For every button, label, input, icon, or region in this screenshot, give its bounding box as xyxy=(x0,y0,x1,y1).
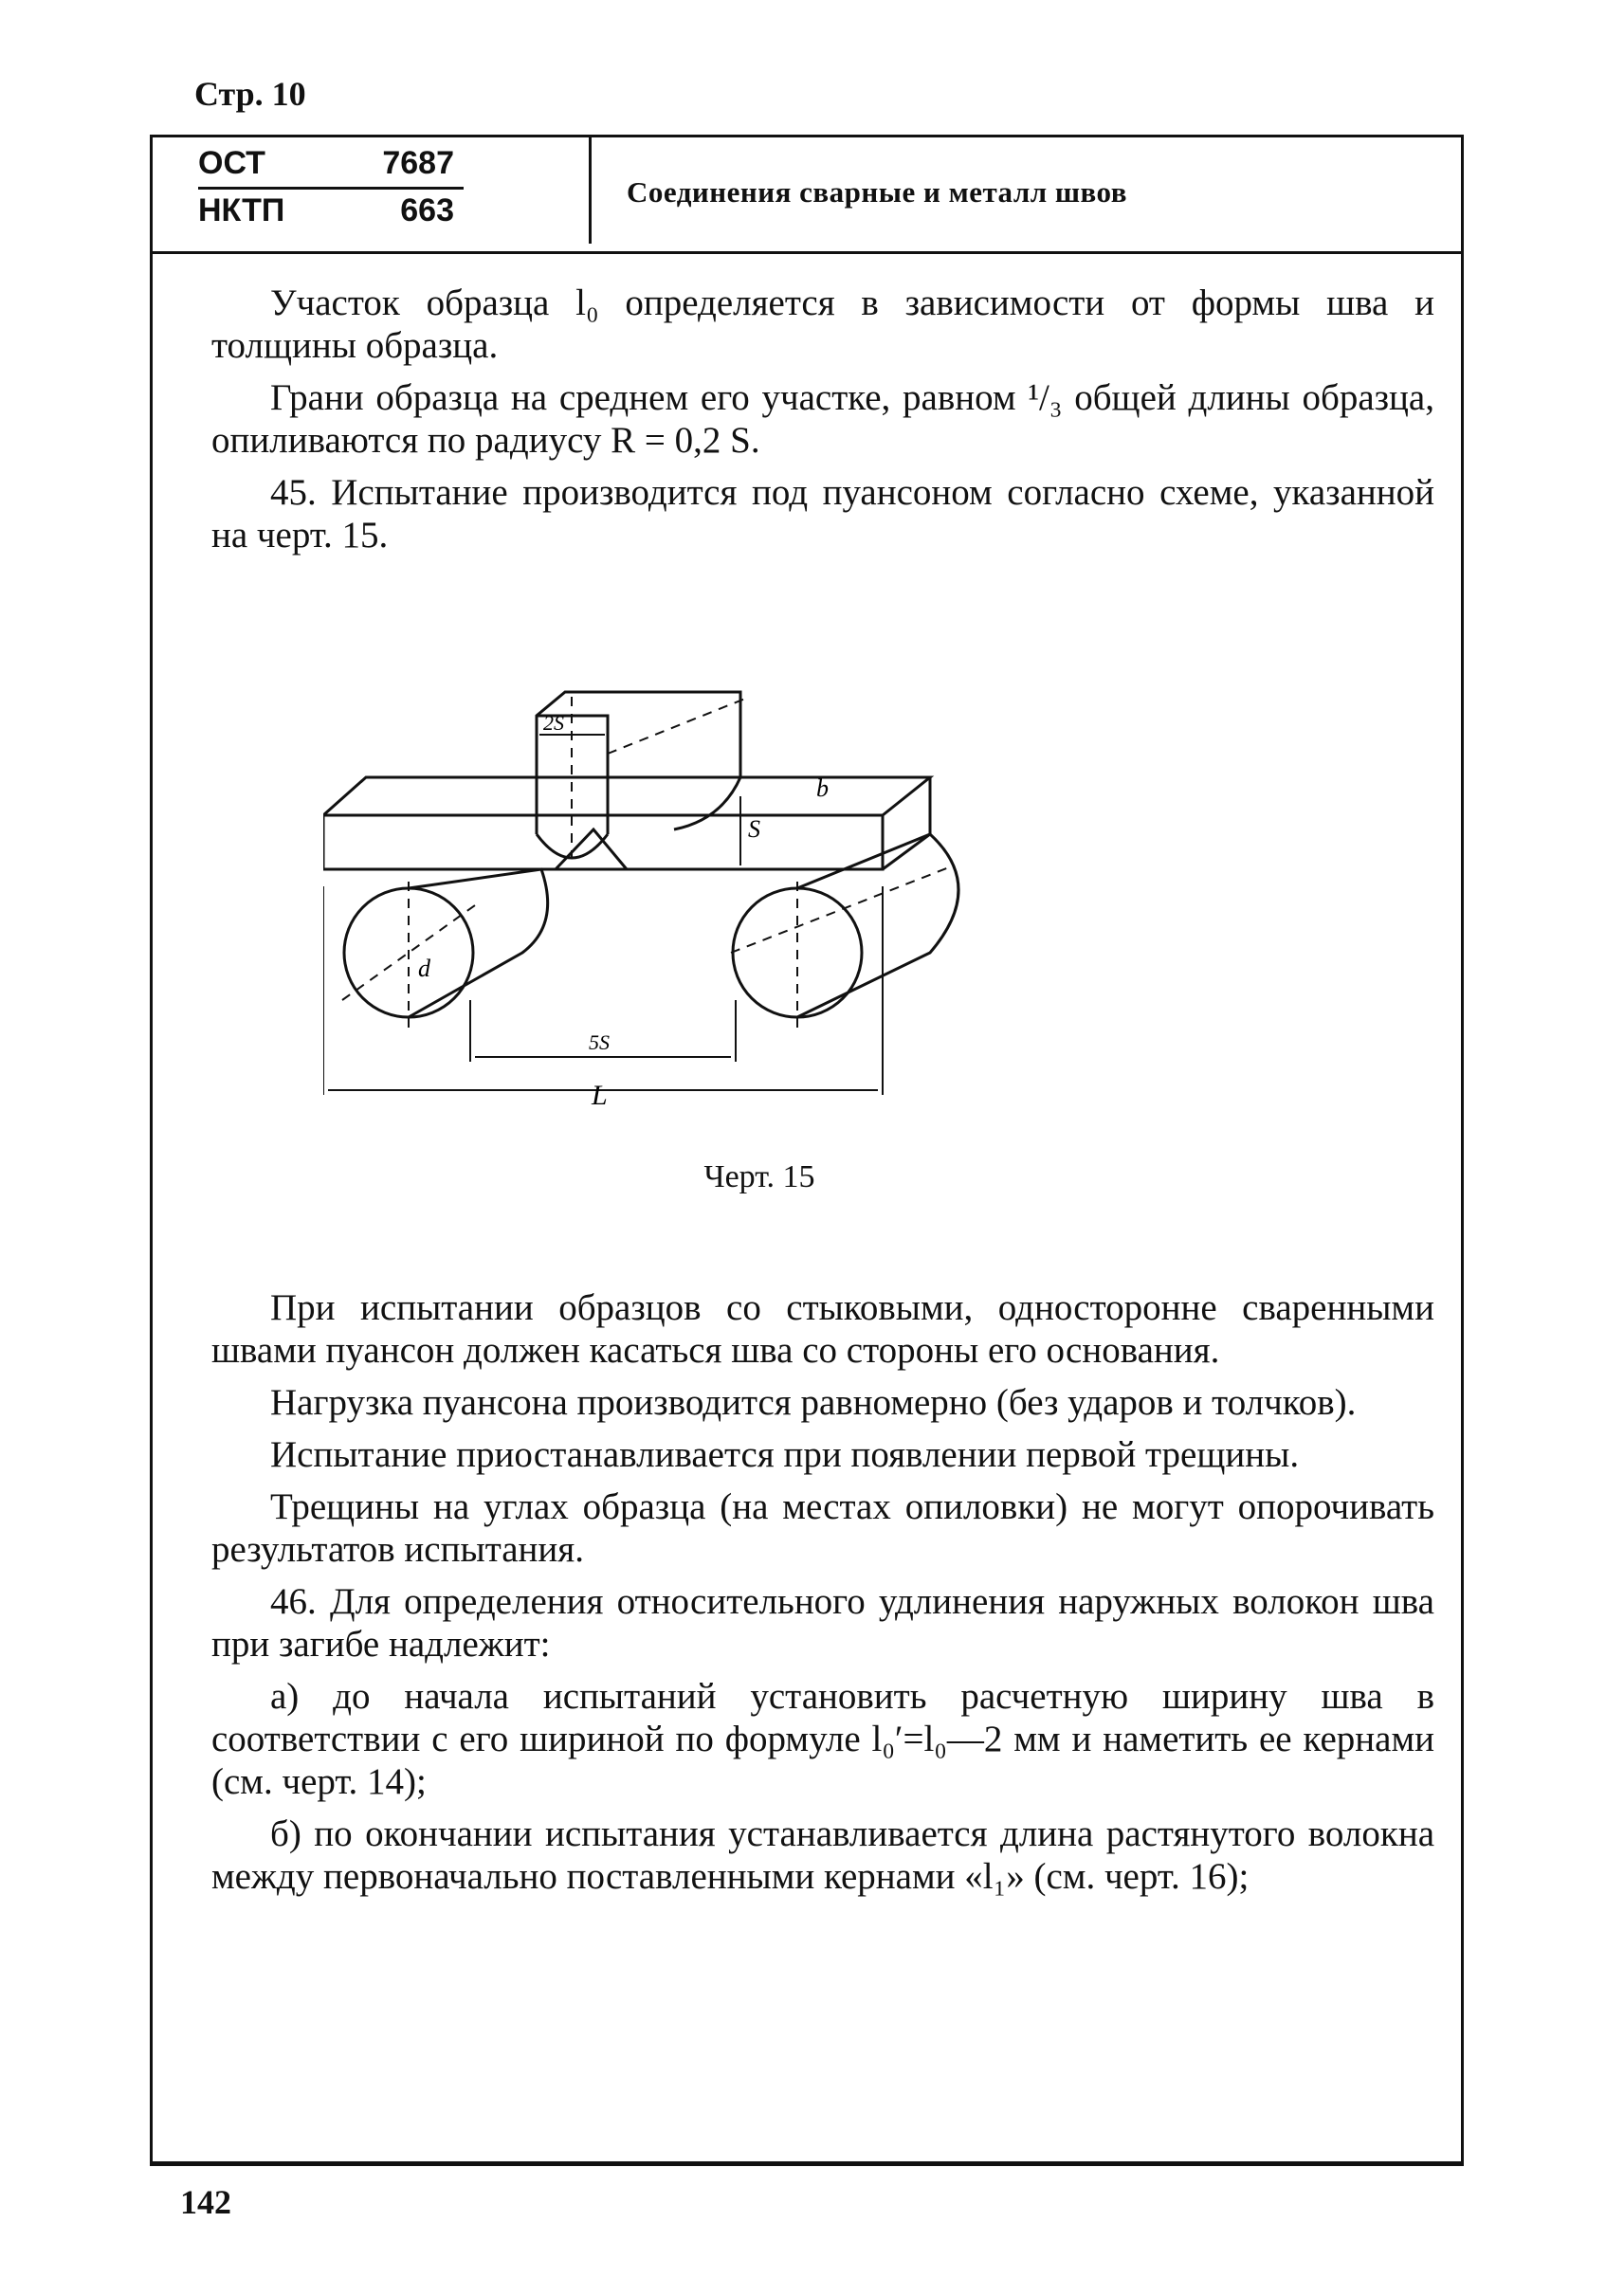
bottom-rule xyxy=(150,2161,1464,2166)
page-number: 142 xyxy=(180,2183,231,2221)
specimen-top-face xyxy=(323,777,930,815)
label-l: L xyxy=(592,1080,608,1111)
standard-code-box xyxy=(181,137,592,244)
document-header xyxy=(153,137,1461,254)
code-top-number: 7687 xyxy=(382,145,454,181)
standard-code-top xyxy=(198,145,454,182)
paragraph: 46. Для определения относительного удлинения наружных волокон шва при загибе надлежит: xyxy=(211,1581,1434,1665)
paragraph: Трещины на углах образца (на местах опиловки) не могут опорочивать результатов испытания. xyxy=(211,1486,1434,1570)
standard-code-bottom xyxy=(198,192,454,229)
paragraph: а) до начала испытаний установить расчетную ширину шва в соответствии с его шириной по формуле l₀′=l₀—2 мм и наметить ее кернами (см. черт. 14); xyxy=(211,1676,1434,1802)
paragraph: Нагрузка пуансона производится равномерно (без ударов и толчков). xyxy=(270,1382,1357,1423)
header-title: Соединения сварные и металл швов xyxy=(627,175,1128,209)
paragraph: Испытание приостанавливается при появлении первой трещины. xyxy=(270,1434,1300,1475)
paragraph: Грани образца на среднем его участке, равном ¹/₃ общей длины образца, опиливаются по радиусу R = 0,2 S. xyxy=(211,377,1434,461)
text-block-top xyxy=(211,282,1434,566)
figure-caption: Черт. 15 xyxy=(703,1159,815,1194)
text-block-bottom xyxy=(211,1286,1434,1907)
page-frame xyxy=(150,135,1464,2163)
code-top-label: ОСТ xyxy=(198,145,265,181)
page-label: Стр. 10 xyxy=(194,75,306,113)
label-s: S xyxy=(748,815,760,843)
punch-axis xyxy=(608,697,750,754)
paragraph: Участок образца l₀ определяется в зависимости от формы шва и толщины образца. xyxy=(211,282,1434,366)
paragraph: б) по окончании испытания устанавливается длина растянутого волокна между первоначально поставленными кернами «l₁» (см. черт. 16); xyxy=(211,1813,1434,1897)
code-bottom-label: НКТП xyxy=(198,192,285,228)
label-d: d xyxy=(418,955,430,982)
paragraph: 45. Испытание производится под пуансоном согласно схеме, указанной на черт. 15. xyxy=(211,472,1434,556)
right-roller-axis xyxy=(731,867,949,953)
right-roller-body xyxy=(797,834,958,1017)
code-fraction-line xyxy=(198,187,464,190)
paragraph: При испытании образцов со стыковыми, односторонне сваренными швами пуансон должен касаться шва со стороны его основания. xyxy=(211,1287,1434,1371)
label-5s: 5S xyxy=(589,1030,610,1054)
specimen-side-face xyxy=(883,777,930,869)
figure-15-diagram xyxy=(323,640,968,1133)
label-b: b xyxy=(816,774,829,802)
label-2s: 2S xyxy=(543,711,564,735)
code-bottom-number: 663 xyxy=(400,192,454,228)
